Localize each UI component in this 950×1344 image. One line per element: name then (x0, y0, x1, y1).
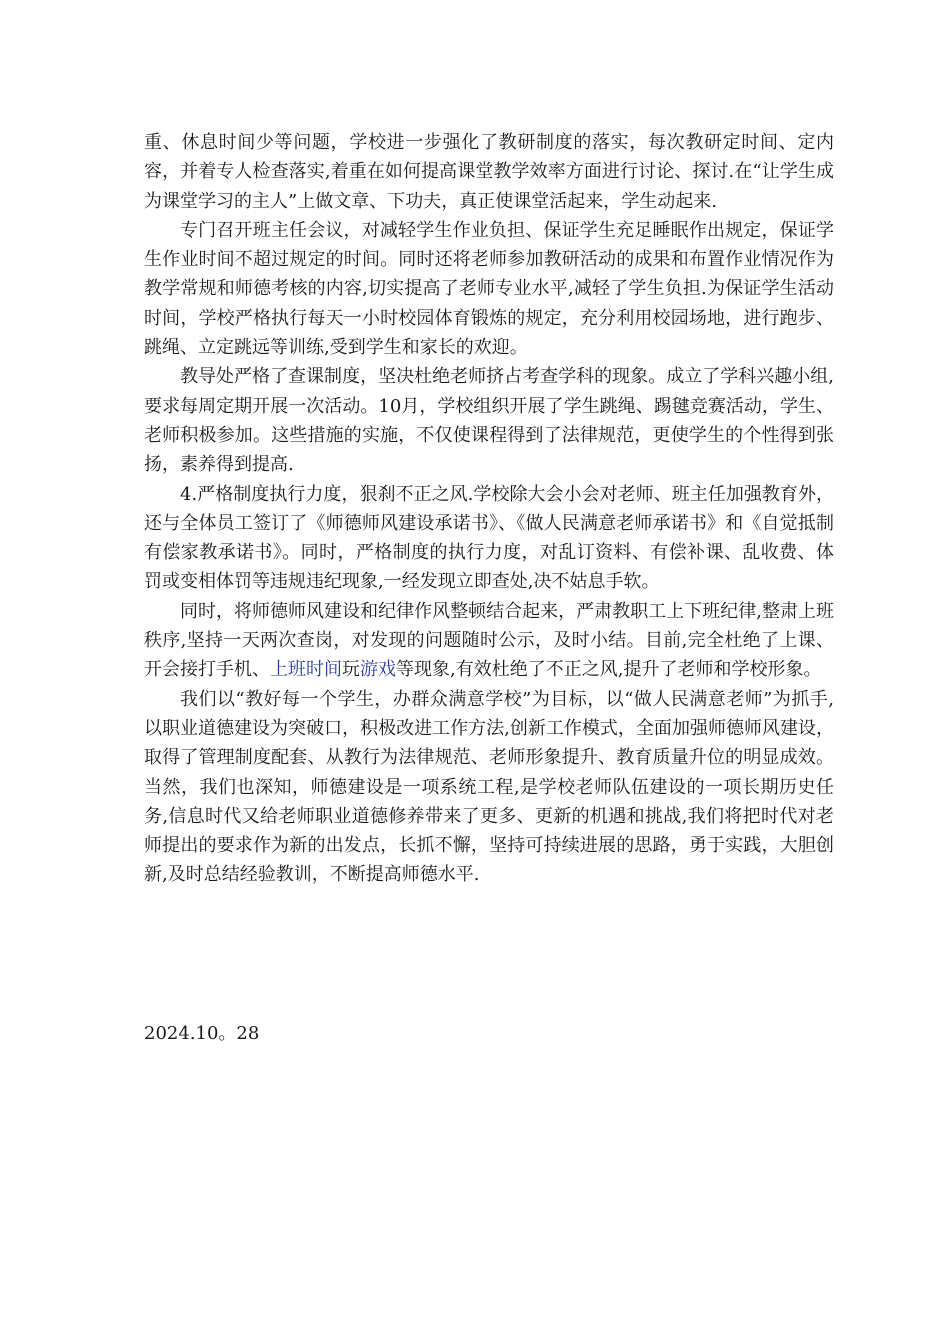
paragraph-conclusion: 我们以“教好每一个学生，办群众满意学校”为目标，以“做人民满意老师”为抓手,以职业道德建设为突破口，积极改进工作方法,创新工作模式，全面加强师德师风建设，取得了管理制度配套、从教行为法律规范、老师形象提升、教育质量升位的明显成效。当然，我们也深知，师德建设是一项系统工程,是学校老师队伍建设的一项长期历史任务,信息时代又给老师职业道德修养带来了更多、更新的机遇和挑战,我们将把时代对老师提出的要求作为新的出发点，长抓不懈，坚持可持续进展的思路，勇于实践，大胆创新,及时总结经验教训，不断提高师德水平. (144, 688, 834, 886)
discipline-text-mid: 玩 (342, 659, 360, 681)
document-date: 2024.10。28 (144, 1023, 260, 1044)
paragraph-discipline (144, 597, 834, 685)
games-link[interactable]: 游戏 (360, 659, 396, 681)
paragraph-homework-burden: 专门召开班主任会议，对减轻学生作业负担、保证学生充足睡眠作出规定，保证学生作业时间不超过规定的时间。同时还将老师参加教研活动的成果和布置作业情况作为教学常规和师德考核的内容,切实提高了老师专业水平,减轻了学生负担.为保证学生活动时间，学校严格执行每天一小时校园体育锻炼的规定，充分利用校园场地，进行跑步、跳绳、立定跳远等训练,受到学生和家长的欢迎。 (144, 219, 834, 359)
work-time-link[interactable]: 上班时间 (270, 659, 342, 681)
document-body (144, 128, 834, 890)
paragraph-teaching-research: 重、休息时间少等问题，学校进一步强化了教研制度的落实，每次教研定时间、定内容，并着专人检查落实,着重在如何提高课堂教学效率方面进行讨论、探讨.在“让学生成为课堂学习的主人”上做文章、下功夫，真正使课堂活起来，学生动起来. (144, 132, 834, 212)
discipline-text-before: 同时，将师德师风建设和纪律作风整顿结合起来，严肃教职工上下班纪律,整肃上班秩序,坚持一天两次查岗，对发现的问题随时公示，及时小结。目前,完全杜绝了上课、开会接打手机、 (144, 600, 834, 681)
paragraph-class-inspection: 教导处严格了查课制度，坚决杜绝老师挤占考查学科的现象。成立了学科兴趣小组,要求每周定期开展一次活动。10月，学校组织开展了学生跳绳、踢毽竞赛活动，学生、老师积极参加。这些措施的实施，不仅使课程得到了法律规范，更使学生的个性得到张扬，素养得到提高. (144, 366, 834, 476)
discipline-text-after: 等现象,有效杜绝了不正之风,提升了老师和学校形象。 (396, 659, 822, 681)
paragraph-enforcement: 4.严格制度执行力度，狠刹不正之风.学校除大会小会对老师、班主任加强教育外，还与全体员工签订了《师德师风建设承诺书》、《做人民满意老师承诺书》和《自觉抵制有偿家教承诺书》。同时，严格制度的执行力度，对乱订资料、有偿补课、乱收费、体罚或变相体罚等违规违纪现象,一经发现立即查处,决不姑息手软。 (144, 483, 834, 593)
